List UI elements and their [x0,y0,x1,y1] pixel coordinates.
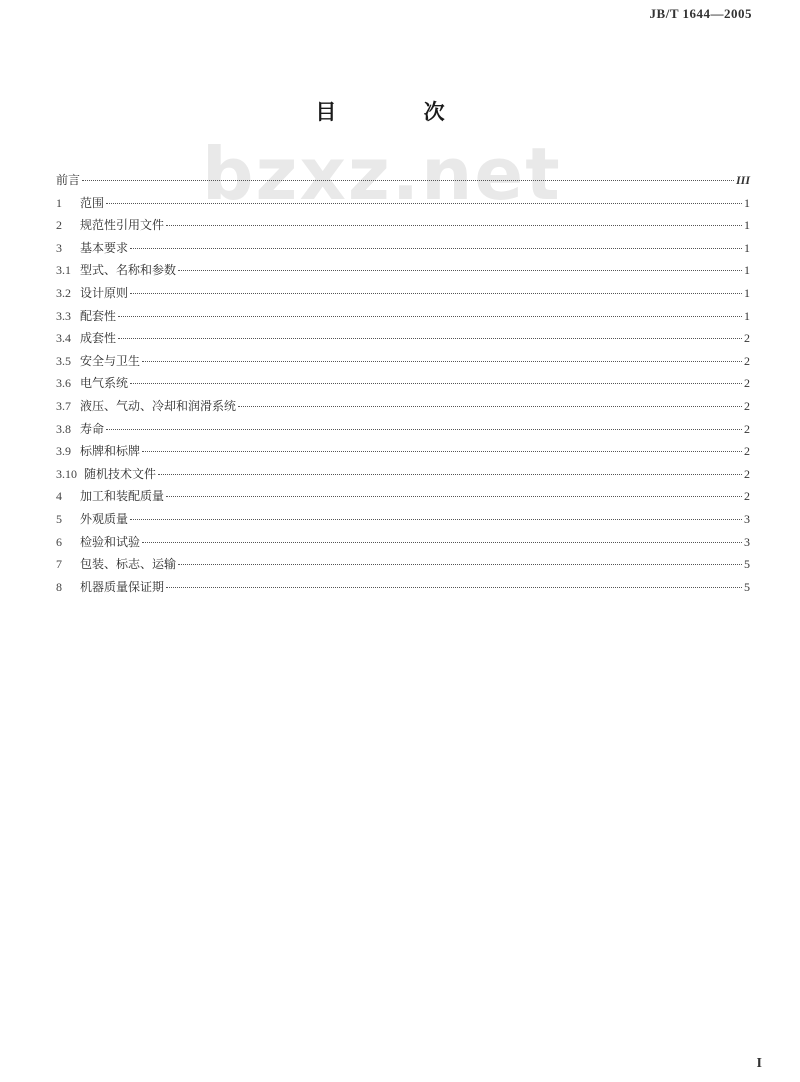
toc-entry-page: 2 [744,353,750,368]
toc-entry-number: 5 [56,511,62,526]
toc-entry-label: 电气系统 [80,376,129,391]
toc-entry-label: 成套性 [80,331,117,346]
toc-list [56,171,750,600]
toc-entry-page: 1 [744,308,750,323]
toc-entry-label: 前言 [56,173,81,187]
toc-entry-label: 机器质量保证期 [80,579,165,594]
toc-entry-number: 3.6 [56,376,71,391]
toc-entry-page: 2 [744,444,750,459]
toc-entry[interactable] [56,171,750,194]
toc-leader-dots [158,474,742,475]
toc-leader-dots [118,338,742,339]
toc-leader-dots [130,248,742,249]
toc-entry[interactable] [56,352,750,375]
toc-entry-page: 2 [744,398,750,413]
toc-entry-page: 1 [744,240,750,255]
toc-leader-dots [166,496,742,497]
toc-leader-dots [106,429,742,430]
toc-entry-label: 加工和装配质量 [80,489,165,504]
toc-leader-dots [130,383,742,384]
toc-entry-page: 2 [744,489,750,504]
toc-entry-label: 液压、气动、冷却和润滑系统 [80,398,237,413]
toc-entry-number: 3.8 [56,421,71,436]
toc-entry[interactable] [56,194,750,217]
toc-entry[interactable] [56,329,750,352]
toc-entry-number: 8 [56,579,62,594]
toc-leader-dots [178,270,742,271]
toc-entry-number: 2 [56,218,62,233]
toc-entry[interactable] [56,487,750,510]
toc-entry-number: 3.2 [56,285,71,300]
toc-entry-label: 随机技术文件 [84,466,157,481]
toc-entry-page: 2 [744,331,750,346]
toc-entry-page: 3 [744,534,750,549]
toc-entry[interactable] [56,510,750,533]
toc-leader-dots [142,542,742,543]
toc-entry-page: 1 [744,263,750,278]
toc-leader-dots [238,406,742,407]
toc-entry[interactable] [56,420,750,443]
toc-entry-number: 3 [56,240,62,255]
toc-entry[interactable] [56,578,750,601]
toc-entry-number: 3.9 [56,444,71,459]
toc-entry-page: 1 [744,195,750,210]
toc-entry-page: 2 [744,376,750,391]
toc-entry-page: 1 [744,285,750,300]
toc-leader-dots [142,361,742,362]
toc-entry[interactable] [56,216,750,239]
toc-entry[interactable] [56,307,750,330]
toc-entry-label: 检验和试验 [80,534,141,549]
watermark: bzxz.net [202,132,562,216]
toc-entry[interactable] [56,533,750,556]
toc-leader-dots [142,451,742,452]
toc-entry[interactable] [56,374,750,397]
toc-entry-label: 基本要求 [80,240,129,255]
toc-entry-label: 范围 [80,195,105,210]
toc-leader-dots [130,519,742,520]
toc-entry[interactable] [56,442,750,465]
toc-leader-dots [178,564,742,565]
toc-entry-number: 3.5 [56,353,71,368]
standard-code: JB/T 1644—2005 [649,6,752,21]
toc-entry-label: 规范性引用文件 [80,218,165,233]
toc-entry-label: 寿命 [80,421,105,436]
toc-entry[interactable] [56,465,750,488]
toc-entry-number: 6 [56,534,62,549]
toc-entry-label: 型式、名称和参数 [80,263,177,278]
toc-entry-label: 设计原则 [80,285,129,300]
toc-entry[interactable] [56,555,750,578]
toc-leader-dots [166,587,742,588]
toc-entry-page: III [735,173,750,187]
toc-entry-label: 配套性 [80,308,117,323]
toc-title: 目 次 [315,99,485,124]
toc-entry-number: 3.3 [56,308,71,323]
toc-entry-label: 标牌和标牌 [80,444,141,459]
toc-entry-page: 2 [744,466,750,481]
toc-entry-number: 7 [56,557,62,572]
toc-entry-label: 包装、标志、运输 [80,557,177,572]
toc-leader-dots [82,180,734,181]
toc-entry-label: 安全与卫生 [80,353,141,368]
toc-leader-dots [130,293,742,294]
toc-leader-dots [106,203,742,204]
page-number: I [756,1056,762,1071]
toc-entry-number: 3.10 [56,466,77,481]
toc-entry-number: 1 [56,195,62,210]
toc-entry-page: 3 [744,511,750,526]
toc-entry-number: 3.7 [56,398,71,413]
toc-entry[interactable] [56,397,750,420]
toc-entry[interactable] [56,261,750,284]
toc-entry-page: 5 [744,557,750,572]
toc-entry-label: 外观质量 [80,511,129,526]
toc-leader-dots [118,316,742,317]
toc-entry-number: 4 [56,489,62,504]
toc-entry[interactable] [56,239,750,262]
toc-entry-page: 5 [744,579,750,594]
toc-entry-number: 3.4 [56,331,71,346]
toc-entry-page: 1 [744,218,750,233]
toc-entry[interactable] [56,284,750,307]
toc-entry-page: 2 [744,421,750,436]
toc-entry-number: 3.1 [56,263,71,278]
toc-leader-dots [166,225,742,226]
